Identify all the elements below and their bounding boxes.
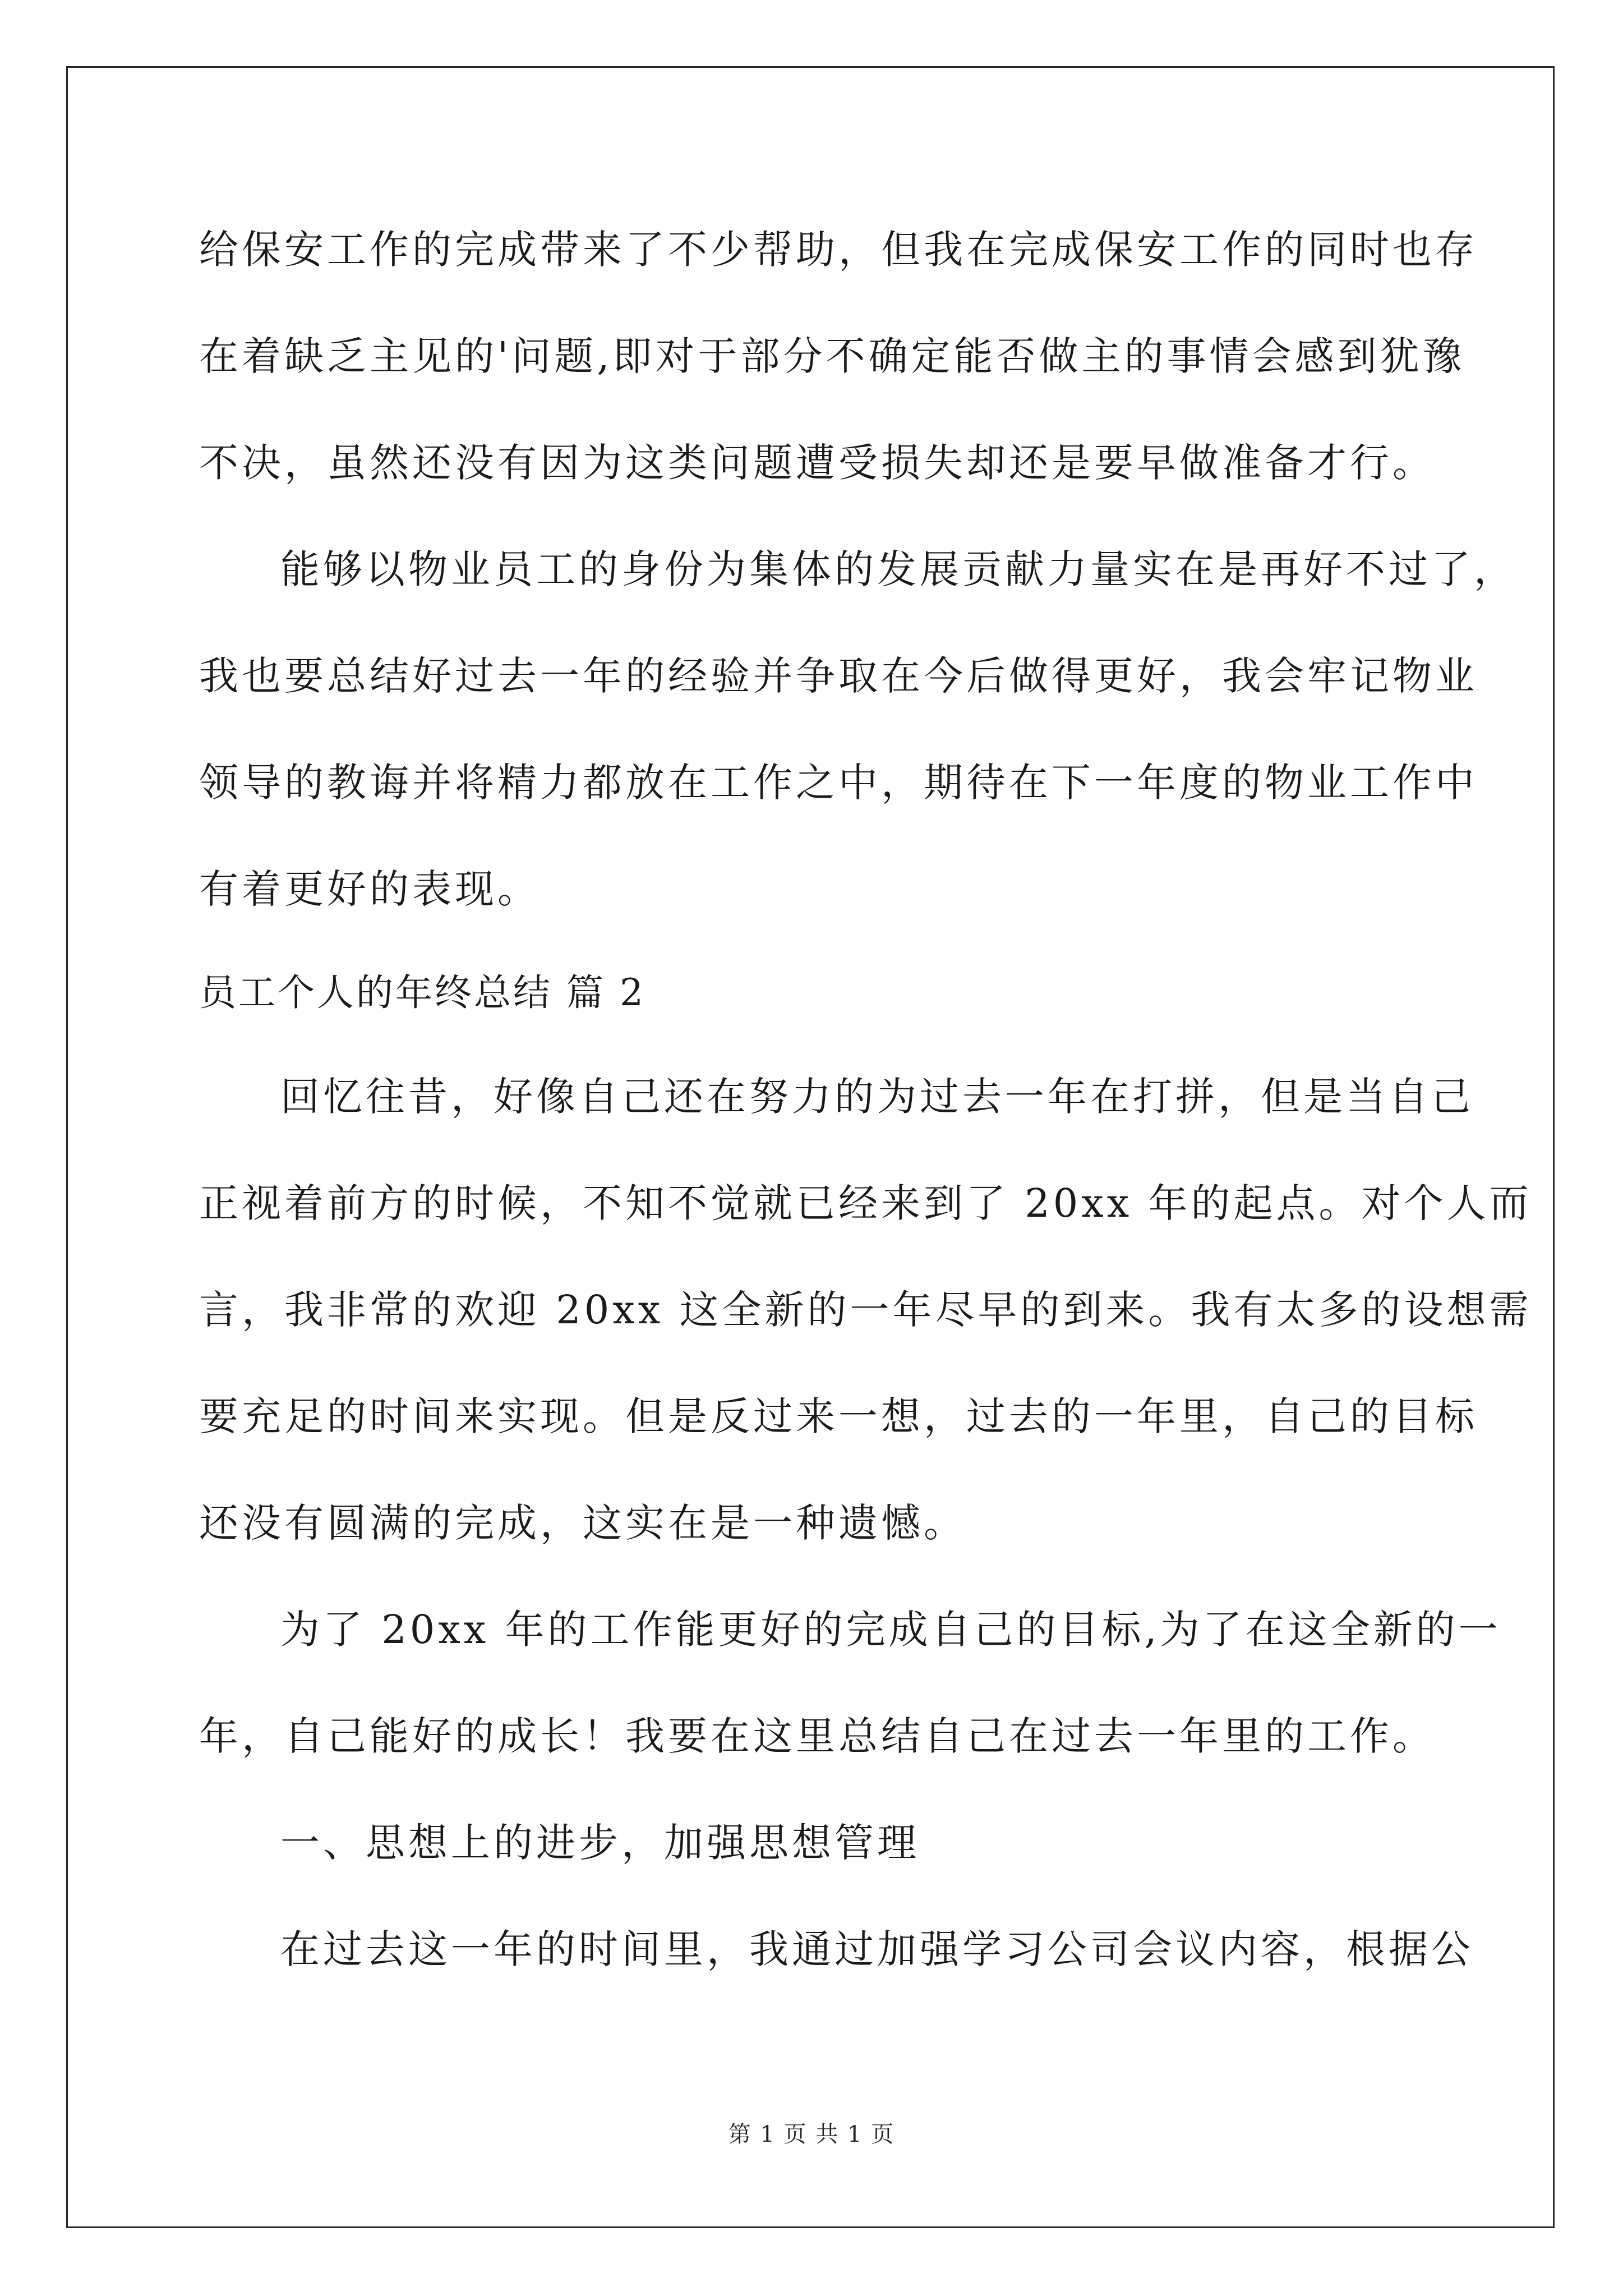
page-number-footer: 第 1 页 共 1 页 — [728, 2122, 895, 2147]
paragraph-line: 在着缺乏主见的'问题,即对于部分不确定能否做主的事情会感到犹豫 — [199, 333, 1465, 379]
paragraph-line: 要充足的时间来实现。但是反过来一想，过去的一年里，自己的目标 — [199, 1393, 1478, 1439]
paragraph-line: 回忆往昔，好像自己还在努力的为过去一年在打拼，但是当自己 — [280, 1074, 1474, 1120]
paragraph-line: 不决，虽然还没有因为这类问题遭受损失却还是要早做准备才行。 — [199, 440, 1435, 486]
section-heading: 员工个人的年终总结 篇 2 — [199, 971, 645, 1014]
paragraph-line: 有着更好的表现。 — [199, 866, 540, 912]
paragraph-line: 我也要总结好过去一年的经验并争取在今后做得更好，我会牢记物业 — [199, 653, 1478, 699]
paragraph-line: 还没有圆满的完成，这实在是一种遗憾。 — [199, 1500, 966, 1546]
paragraph-line: 年，自己能好的成长！我要在这里总结自己在过去一年里的工作。 — [199, 1713, 1435, 1759]
paragraph-line: 言，我非常的欢迎 20xx 这全新的一年尽早的到来。我有太多的设想需 — [199, 1287, 1532, 1333]
paragraph-line: 为了 20xx 年的工作能更好的完成自己的目标,为了在这全新的一 — [280, 1607, 1501, 1653]
subsection-heading: 一、思想上的进步，加强思想管理 — [280, 1820, 920, 1866]
page-border — [66, 66, 1555, 2228]
paragraph-line: 领导的教诲并将精力都放在工作之中，期待在下一年度的物业工作中 — [199, 760, 1478, 806]
paragraph-line: 正视着前方的时候，不知不觉就已经来到了 20xx 年的起点。对个人而 — [199, 1180, 1532, 1226]
paragraph-line: 给保安工作的完成带来了不少帮助，但我在完成保安工作的同时也存 — [199, 227, 1478, 273]
paragraph-line: 在过去这一年的时间里，我通过加强学习公司会议内容，根据公 — [280, 1926, 1474, 1972]
paragraph-line: 能够以物业员工的身份为集体的发展贡献力量实在是再好不过了， — [280, 546, 1516, 592]
